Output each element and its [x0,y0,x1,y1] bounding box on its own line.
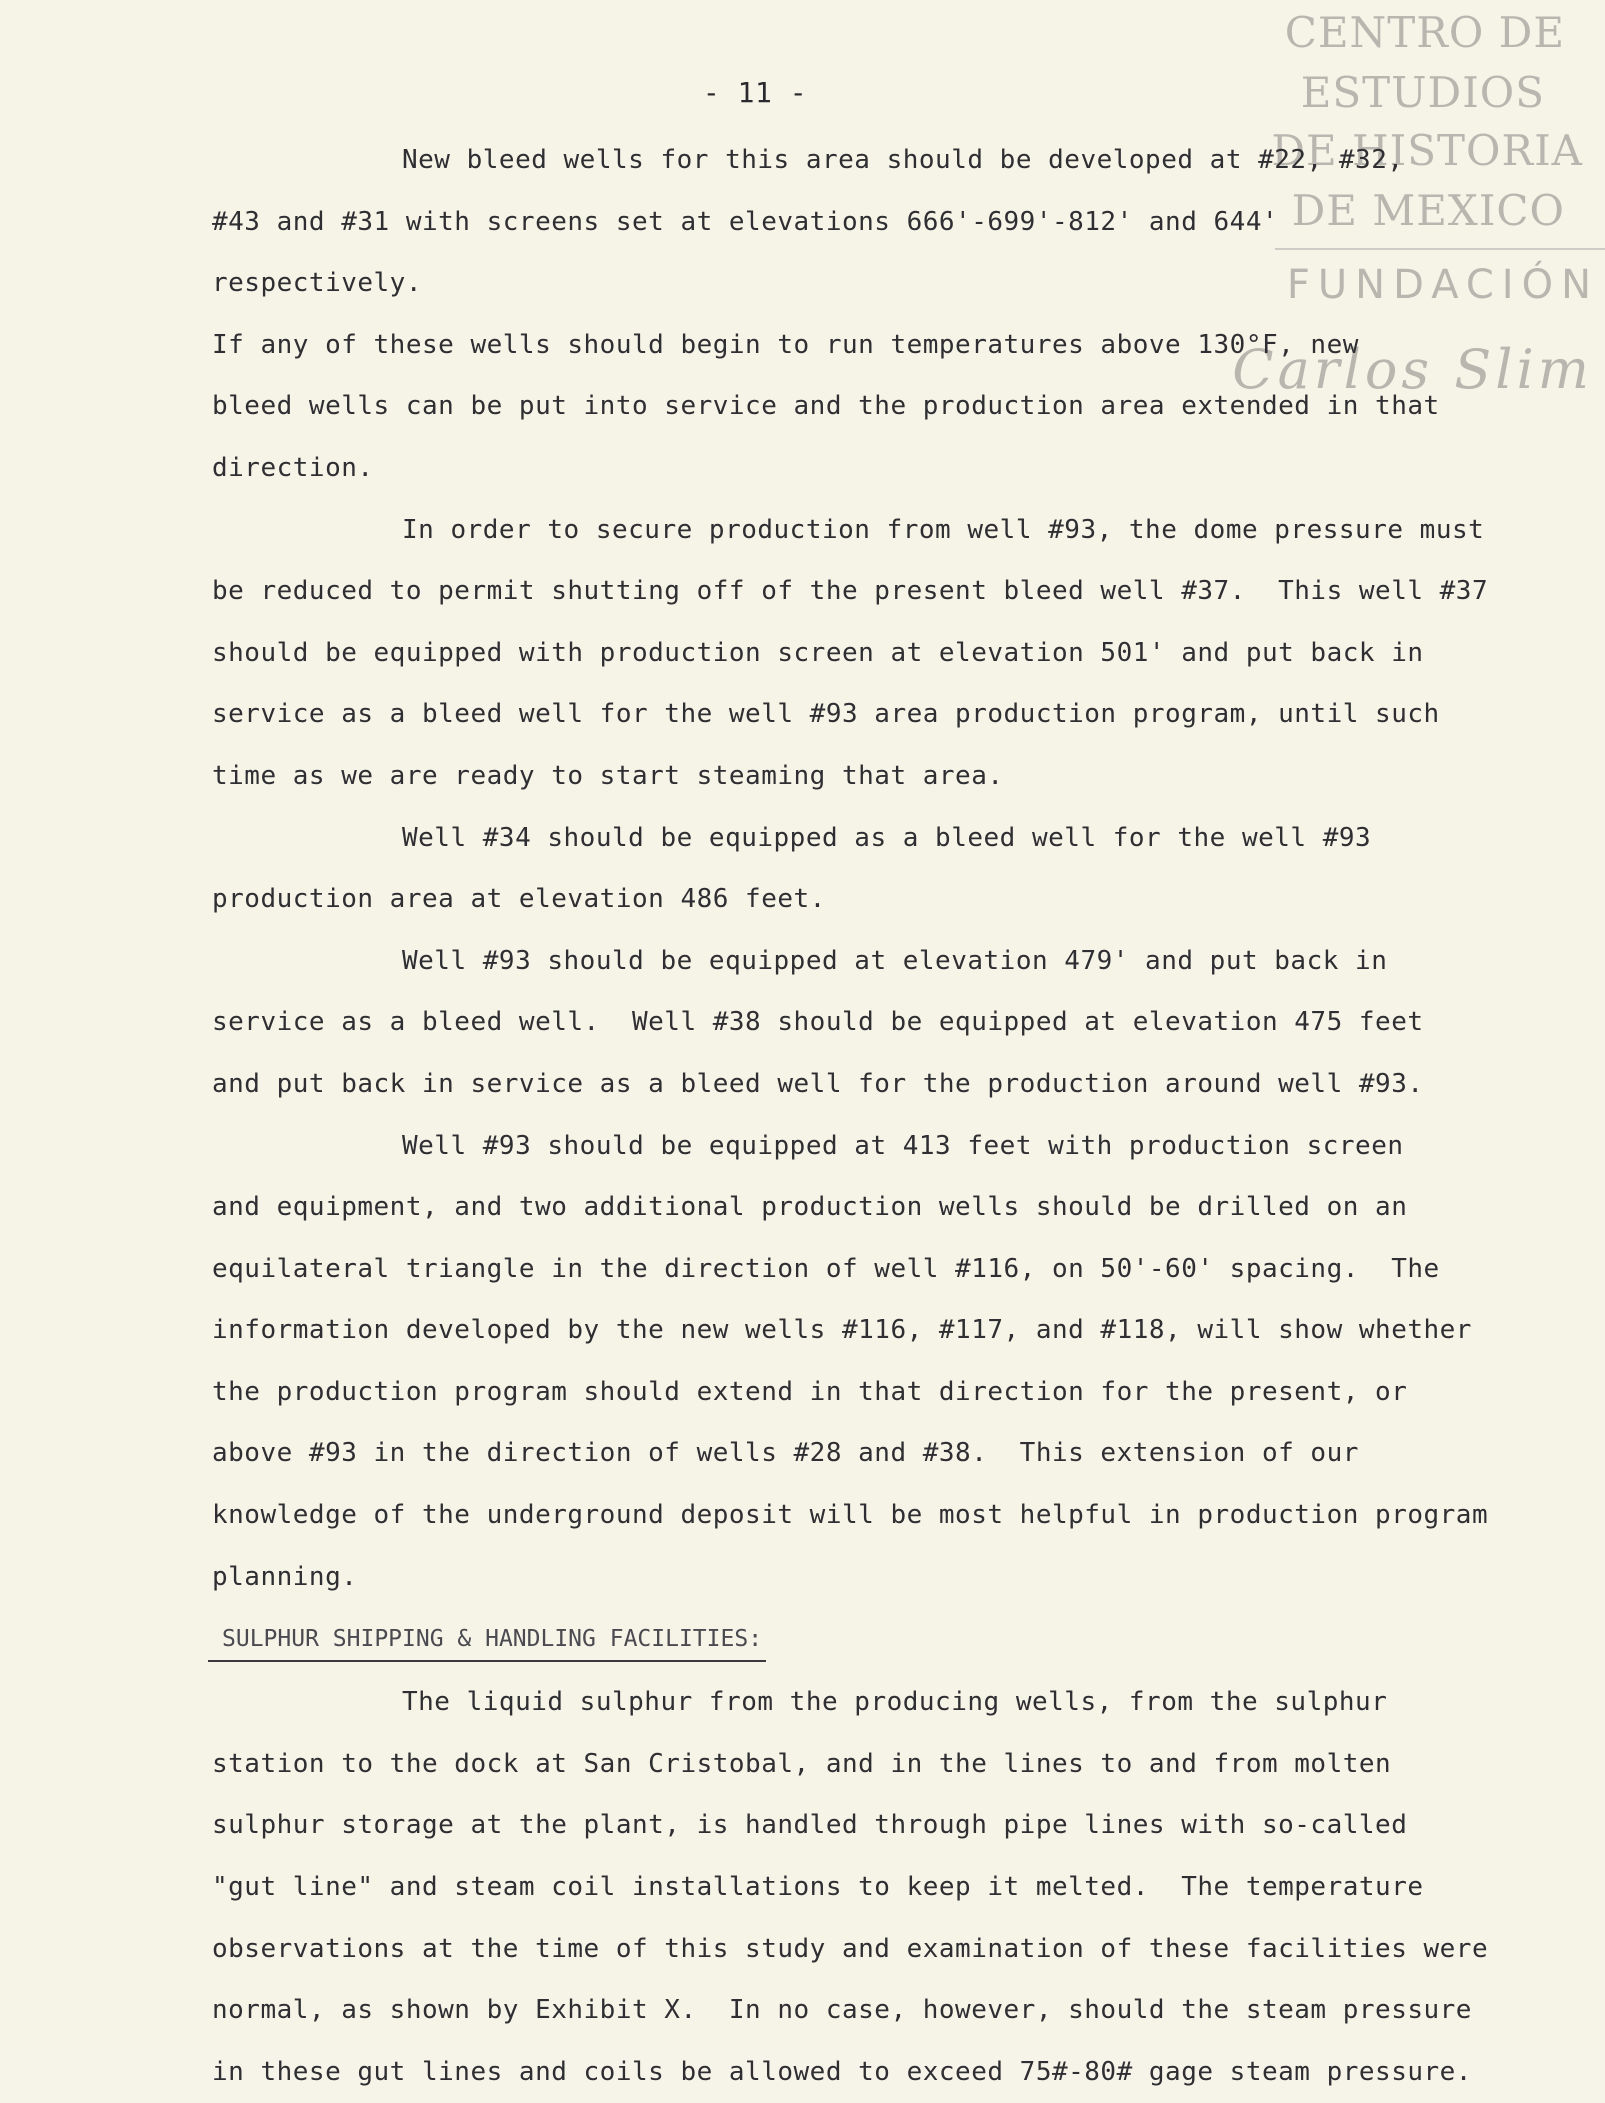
paragraph-sulphur-handling: The liquid sulphur from the producing wells, from the sulphur station to the dock at San Cristobal, and in the lines to and from molten sulphur storage at the plant, is handled through pipe lines with so-called "gut line" and steam coil installations to keep it melted. The temperature observations at the time of this study and examination of these facilities were normal, as shown by Exhibit X. In no case, however, should the steam pressure in these gut lines and coils be allowed to exceed 75#-80# gage steam pressure. [212,1687,1489,2087]
watermark-line-1: CENTRO DE [1284,8,1565,57]
watermark-line-2: ESTUDIOS [1300,68,1545,117]
paragraph-well-93-production: Well #93 should be equipped at 413 feet with production screen and equipment, and two additional production wells should be drilled on an equilateral triangle in the direction of well #116, on 50'-60' spacing. The information developed by the new wells #116, #117, and #118, will show whether the production program should extend in that direction for the present, or above #93 in the direction of wells #28 and #38. This extension of our knowledge of the underground deposit will be most helpful in production program planning. [212,1130,1489,1592]
paragraph-bleed-wells: New bleed wells for this area should be developed at #22, #32, #43 and #31 with screens set at elevations 666'-699'-812' and 644' respectively. If any of these wells should begin to run temperatures above 130°F, new bleed wells can be put into service and the production area extended in that direction. [212,145,1440,483]
paragraph-well-93-bleed: Well #93 should be equipped at elevation 479' and put back in service as a bleed well. Well #38 should be equipped at elevation 475 feet and put back in service as a bleed well for the production around well #93. [212,945,1424,1099]
body-text [212,130,1502,2103]
paragraph-dome-pressure: In order to secure production from well #93, the dome pressure must be reduced to permit shutting off of the present bleed well #37. This well #37 should be equipped with production screen at elevation 501' and put back in service as a bleed well for the well #93 area production program, until such time as we are ready to start steaming that area. [212,514,1489,791]
watermark-foundation: FUNDACIÓN [1286,262,1599,308]
watermark-line-4: DE MEXICO [1291,186,1565,235]
watermark-signature: Carlos Slim [1232,338,1593,401]
section-heading: SULPHUR SHIPPING & HANDLING FACILITIES: [208,1622,766,1662]
paragraph-well-34: Well #34 should be equipped as a bleed well for the well #93 production area at elevation 486 feet. [212,822,1372,915]
page-number: - 11 - [702,76,808,109]
watermark-line-3: DE HISTORIA [1271,126,1583,175]
